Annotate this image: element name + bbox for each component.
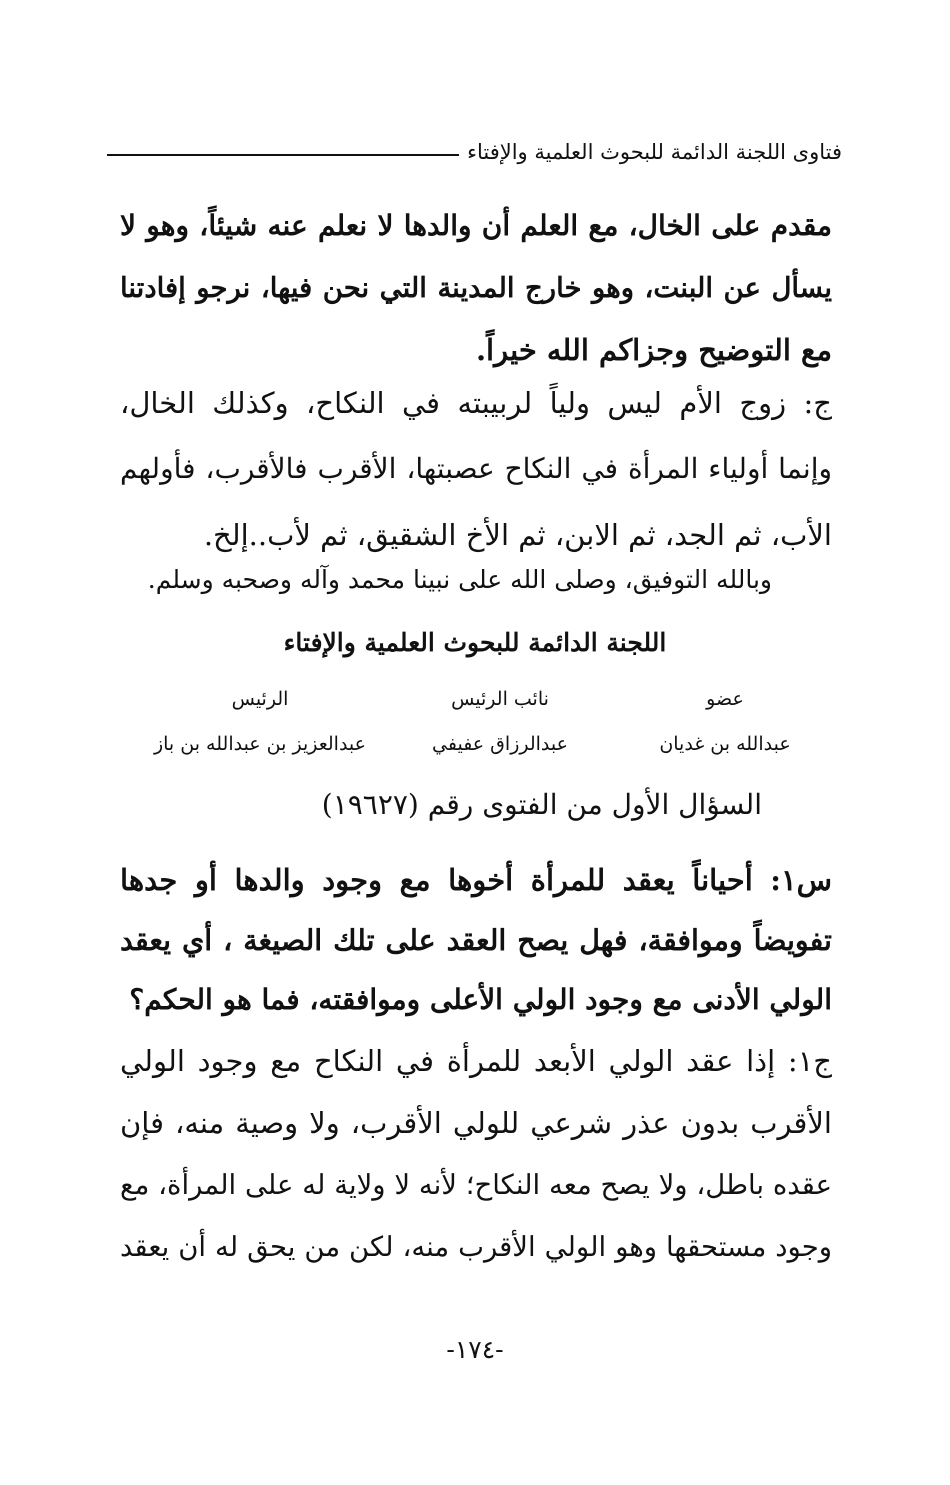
running-header <box>107 140 842 164</box>
page-number: -١٧٤- <box>446 1335 504 1364</box>
text-line: الأب، ثم الجد، ثم الابن، ثم الأخ الشقيق، ثم لأب..إلخ. <box>203 518 832 552</box>
text-line: الأقرب بدون عذر شرعي للولي الأقرب، ولا وصية منه، فإن <box>120 1106 832 1140</box>
text-line: وإنما أولياء المرأة في النكاح عصبتها، الأقرب فالأقرب، فأولهم <box>120 452 832 485</box>
text-line: ج١: إذا عقد الولي الأبعد للمرأة في النكاح مع وجود الولي <box>120 1044 832 1078</box>
signatory-role: الرئيس <box>231 688 289 710</box>
header-rule <box>107 154 459 156</box>
signatory-name: عبدالعزيز بن عبدالله بن باز <box>153 733 367 755</box>
text-line: الولي الأدنى مع وجود الولي الأعلى وموافقته، فما هو الحكم؟ <box>129 983 832 1016</box>
signatory-name: عبدالله بن غديان <box>659 733 791 755</box>
text-line: ج: زوج الأم ليس ولياً لربيبته في النكاح، وكذلك الخال، <box>120 386 832 420</box>
closing-prayer: وبالله التوفيق، وصلى الله على نبينا محمد وآله وصحبه وسلم. <box>147 565 772 594</box>
answer-paragraph <box>120 370 832 568</box>
fatwa-title: السؤال الأول من الفتوى رقم (١٩٦٢٧) <box>321 788 762 821</box>
question-continuation <box>120 195 832 381</box>
text-line: تفويضاً وموافقة، فهل يصح العقد على تلك الصيغة ، أي يعقد <box>120 923 832 957</box>
text-line: س١: أحياناً يعقد للمرأة أخوها مع وجود والدها أو جدها <box>120 863 832 897</box>
fatwa-answer <box>120 1030 832 1278</box>
committee-name: اللجنة الدائمة للبحوث العلمية والإفتاء <box>283 628 667 657</box>
signatory-role: نائب الرئيس <box>451 688 549 710</box>
running-header-title: فتاوى اللجنة الدائمة للبحوث العلمية والإفتاء <box>467 140 842 164</box>
text-line: وجود مستحقها وهو الولي الأقرب منه، لكن من يحق له أن يعقد <box>120 1231 832 1263</box>
text-line: مع التوضيح وجزاكم الله خيراً. <box>475 333 832 367</box>
text-line: يسأل عن البنت، وهو خارج المدينة التي نحن فيها، نرجو إفادتنا <box>120 272 832 304</box>
signatory-role: عضو <box>706 688 744 710</box>
text-line: مقدم على الخال، مع العلم أن والدها لا نعلم عنه شيئاً، وهو لا <box>120 209 832 242</box>
text-line: عقده باطل، ولا يصح معه النكاح؛ لأنه لا ولاية له على المرأة، مع <box>120 1169 832 1201</box>
fatwa-question <box>120 850 832 1030</box>
signatory-name: عبدالرزاق عفيفي <box>432 733 568 755</box>
